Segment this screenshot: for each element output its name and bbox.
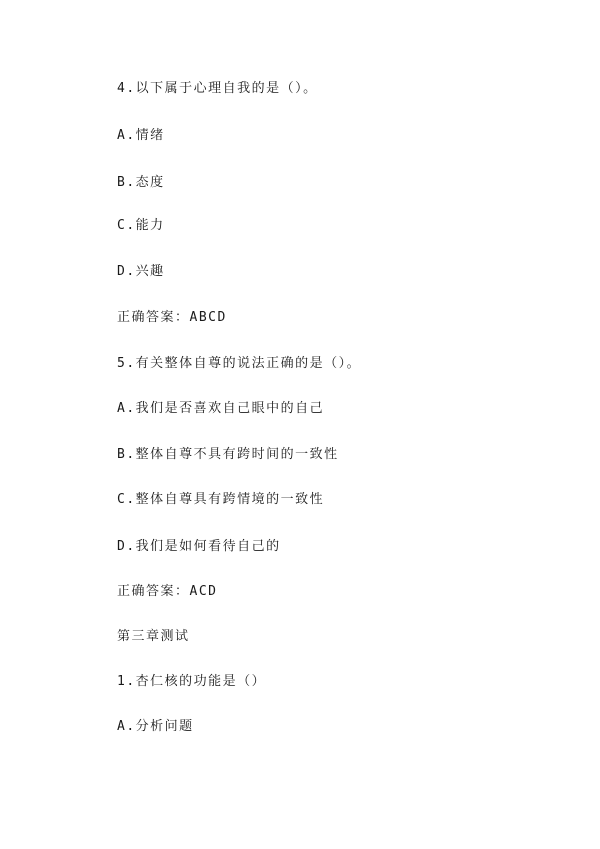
question-5-option-b: B.整体自尊不具有跨时间的一致性 <box>117 447 339 462</box>
question-4-option-a: A.情绪 <box>117 128 165 143</box>
question-4-text: 4.以下属于心理自我的是（）。 <box>117 81 318 96</box>
question-4-option-c: C.能力 <box>117 218 165 233</box>
question-4-option-b: B.态度 <box>117 175 165 190</box>
question-5-text: 5.有关整体自尊的说法正确的是（）。 <box>117 356 362 371</box>
question-1-option-a: A.分析问题 <box>117 719 194 734</box>
question-4-answer: 正确答案：ABCD <box>117 310 227 325</box>
chapter-3-heading: 第三章测试 <box>117 629 190 644</box>
question-5-option-a: A.我们是否喜欢自己眼中的自己 <box>117 401 325 416</box>
question-5-answer: 正确答案：ACD <box>117 584 218 599</box>
question-4-option-d: D.兴趣 <box>117 264 165 279</box>
question-5-option-d: D.我们是如何看待自己的 <box>117 539 281 554</box>
question-5-option-c: C.整体自尊具有跨情境的一致性 <box>117 492 325 507</box>
question-1-text: 1.杏仁核的功能是（） <box>117 674 267 689</box>
